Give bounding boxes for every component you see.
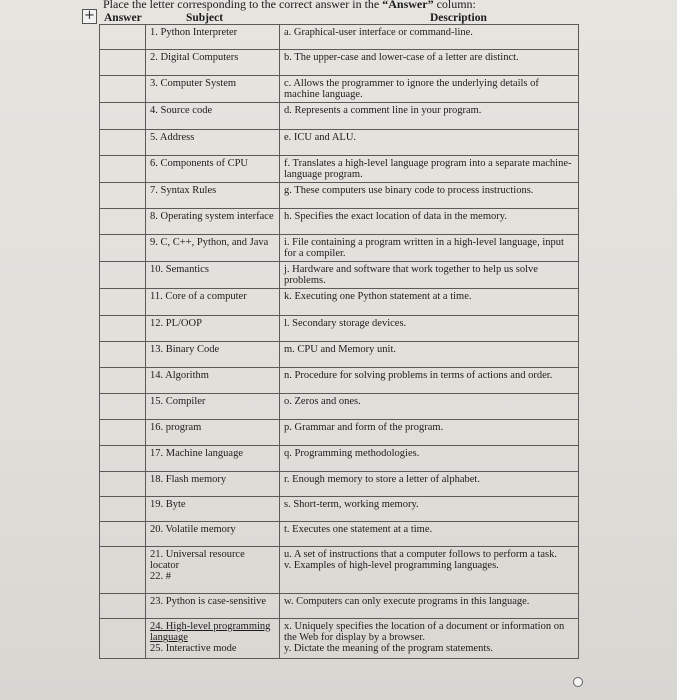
description-cell: [280, 235, 579, 262]
table-row: [100, 446, 579, 472]
description-text: q. Programming methodologies.: [284, 448, 420, 459]
subject-cell: [146, 76, 280, 103]
answer-cell[interactable]: [100, 103, 146, 130]
table-row: [100, 289, 579, 316]
subject-text: 2. Digital Computers: [150, 52, 239, 63]
subject-text: 7. Syntax Rules: [150, 185, 217, 196]
subject-cell: [146, 262, 280, 289]
answer-cell[interactable]: [100, 130, 146, 156]
description-cell: [280, 420, 579, 446]
description-cell: [280, 522, 579, 547]
instruction-text: Place the letter corresponding to the correct answer in the “Answer” column:: [103, 0, 476, 12]
table-row: [100, 209, 579, 235]
subject-cell: [146, 342, 280, 368]
table-row: [100, 522, 579, 547]
description-text: c. Allows the programmer to ignore the underlying details of machine language.: [284, 78, 539, 100]
description-text: r. Enough memory to store a letter of alphabet.: [284, 474, 480, 485]
description-text: i. File containing a program written in a high-level language, input for a compiler.: [284, 237, 564, 259]
description-cell: [280, 130, 579, 156]
subject-cell: [146, 289, 280, 316]
subject-text: 19. Byte: [150, 499, 186, 510]
answer-cell[interactable]: [100, 619, 146, 659]
description-cell: [280, 25, 579, 50]
table-row: [100, 547, 579, 594]
table-row: [100, 50, 579, 76]
subject-cell: [146, 594, 280, 619]
description-cell: [280, 394, 579, 420]
table-row: [100, 619, 579, 659]
answer-cell[interactable]: [100, 156, 146, 183]
table-row: [100, 156, 579, 183]
description-text: u. A set of instructions that a computer follows to perform a task.: [284, 549, 557, 560]
subject-cell: [146, 420, 280, 446]
answer-cell[interactable]: [100, 235, 146, 262]
description-text: s. Short-term, working memory.: [284, 499, 419, 510]
subject-cell: [146, 547, 280, 594]
table-row: [100, 103, 579, 130]
description-text: g. These computers use binary code to process instructions.: [284, 185, 534, 196]
description-text: w. Computers can only execute programs in this language.: [284, 596, 530, 607]
subject-text: 3. Computer System: [150, 78, 237, 89]
subject-text: 21. Universal resource locator: [150, 549, 245, 571]
description-cell: [280, 50, 579, 76]
description-cell: [280, 547, 579, 594]
subject-text: 25. Interactive mode: [150, 643, 237, 654]
instruction-quoted-answer: “Answer”: [382, 0, 434, 11]
subject-cell: [146, 130, 280, 156]
answer-cell[interactable]: [100, 594, 146, 619]
table-row: [100, 342, 579, 368]
description-cell: [280, 209, 579, 235]
table-row: [100, 25, 579, 50]
answer-cell[interactable]: [100, 183, 146, 209]
subject-cell: [146, 156, 280, 183]
description-text: x. Uniquely specifies the location of a document or information on the Web for display by a browser.: [284, 621, 565, 643]
description-text: d. Represents a comment line in your program.: [284, 105, 482, 116]
subject-text: 9. C, C++, Python, and Java: [150, 237, 269, 248]
description-text: l. Secondary storage devices.: [284, 318, 407, 329]
subject-text: 20. Volatile memory: [150, 524, 236, 535]
table-row: [100, 183, 579, 209]
answer-cell[interactable]: [100, 25, 146, 50]
description-text: a. Graphical-user interface or command-line.: [284, 27, 473, 38]
answer-cell[interactable]: [100, 50, 146, 76]
answer-cell[interactable]: [100, 394, 146, 420]
subject-text: 22. #: [150, 571, 171, 582]
subject-text: 17. Machine language: [150, 448, 244, 459]
header-answer: Answer: [104, 12, 142, 24]
answer-cell[interactable]: [100, 342, 146, 368]
table-row: [100, 368, 579, 394]
header-subject: Subject: [186, 12, 224, 24]
subject-cell: [146, 209, 280, 235]
answer-cell[interactable]: [100, 522, 146, 547]
description-cell: [280, 316, 579, 342]
description-cell: [280, 289, 579, 316]
answer-cell[interactable]: [100, 316, 146, 342]
subject-text: 4. Source code: [150, 105, 213, 116]
table-row: [100, 394, 579, 420]
description-cell: [280, 594, 579, 619]
description-text: t. Executes one statement at a time.: [284, 524, 433, 535]
answer-cell[interactable]: [100, 368, 146, 394]
description-cell: [280, 472, 579, 497]
description-text: e. ICU and ALU.: [284, 132, 357, 143]
matching-table: [99, 24, 579, 659]
table-row: [100, 262, 579, 289]
subject-cell: [146, 522, 280, 547]
subject-cell: [146, 25, 280, 50]
subject-cell: [146, 446, 280, 472]
description-text: m. CPU and Memory unit.: [284, 344, 396, 355]
description-cell: [280, 497, 579, 522]
description-text: f. Translates a high-level language program into a separate machine-language program.: [284, 158, 572, 180]
subject-cell: [146, 497, 280, 522]
subject-text: 13. Binary Code: [150, 344, 220, 355]
description-text: j. Hardware and software that work together to help us solve problems.: [284, 264, 538, 286]
subject-text: 16. program: [150, 422, 202, 433]
description-cell: [280, 156, 579, 183]
table-row: [100, 497, 579, 522]
description-cell: [280, 368, 579, 394]
table-resize-handle-icon[interactable]: [573, 677, 583, 687]
description-text: p. Grammar and form of the program.: [284, 422, 444, 433]
description-cell: [280, 262, 579, 289]
table-row: [100, 316, 579, 342]
table-move-handle-icon[interactable]: +: [82, 9, 97, 24]
description-text: k. Executing one Python statement at a time.: [284, 291, 472, 302]
description-cell: [280, 183, 579, 209]
description-text: v. Examples of high-level programming languages.: [284, 560, 499, 571]
subject-cell: [146, 619, 280, 659]
subject-cell: [146, 50, 280, 76]
subject-cell: [146, 394, 280, 420]
table-row: [100, 594, 579, 619]
subject-text: 6. Components of CPU: [150, 158, 249, 169]
answer-cell[interactable]: [100, 76, 146, 103]
subject-text: 8. Operating system interface: [150, 211, 274, 222]
table-row: [100, 130, 579, 156]
subject-text: 18. Flash memory: [150, 474, 227, 485]
subject-text: 23. Python is case-sensitive: [150, 596, 267, 607]
table-row: [100, 76, 579, 103]
subject-text: 14. Algorithm: [150, 370, 209, 381]
subject-text: 1. Python Interpreter: [150, 27, 238, 38]
answer-cell[interactable]: [100, 547, 146, 594]
answer-cell[interactable]: [100, 420, 146, 446]
description-cell: [280, 619, 579, 659]
answer-cell[interactable]: [100, 472, 146, 497]
subject-cell: [146, 235, 280, 262]
table-row: [100, 235, 579, 262]
subject-cell: [146, 183, 280, 209]
subject-cell: [146, 316, 280, 342]
answer-cell[interactable]: [100, 497, 146, 522]
description-text: n. Procedure for solving problems in terms of actions and order.: [284, 370, 553, 381]
subject-text: 5. Address: [150, 132, 195, 143]
description-text: b. The upper-case and lower-case of a letter are distinct.: [284, 52, 519, 63]
answer-cell[interactable]: [100, 262, 146, 289]
subject-text: 11. Core of a computer: [150, 291, 247, 302]
header-description: Description: [430, 12, 487, 24]
subject-cell: [146, 472, 280, 497]
answer-cell[interactable]: [100, 446, 146, 472]
subject-text: 10. Semantics: [150, 264, 209, 275]
description-cell: [280, 446, 579, 472]
description-cell: [280, 103, 579, 130]
description-cell: [280, 342, 579, 368]
description-cell: [280, 76, 579, 103]
description-text: y. Dictate the meaning of the program statements.: [284, 643, 493, 654]
answer-cell[interactable]: [100, 209, 146, 235]
table-row: [100, 472, 579, 497]
table-row: [100, 420, 579, 446]
description-text: h. Specifies the exact location of data in the memory.: [284, 211, 507, 222]
subject-cell: [146, 103, 280, 130]
description-text: o. Zeros and ones.: [284, 396, 361, 407]
subject-text: 12. PL/OOP: [150, 318, 202, 329]
subject-cell: [146, 368, 280, 394]
subject-text: 24. High-level programming language: [150, 621, 271, 643]
subject-text: 15. Compiler: [150, 396, 206, 407]
answer-cell[interactable]: [100, 289, 146, 316]
